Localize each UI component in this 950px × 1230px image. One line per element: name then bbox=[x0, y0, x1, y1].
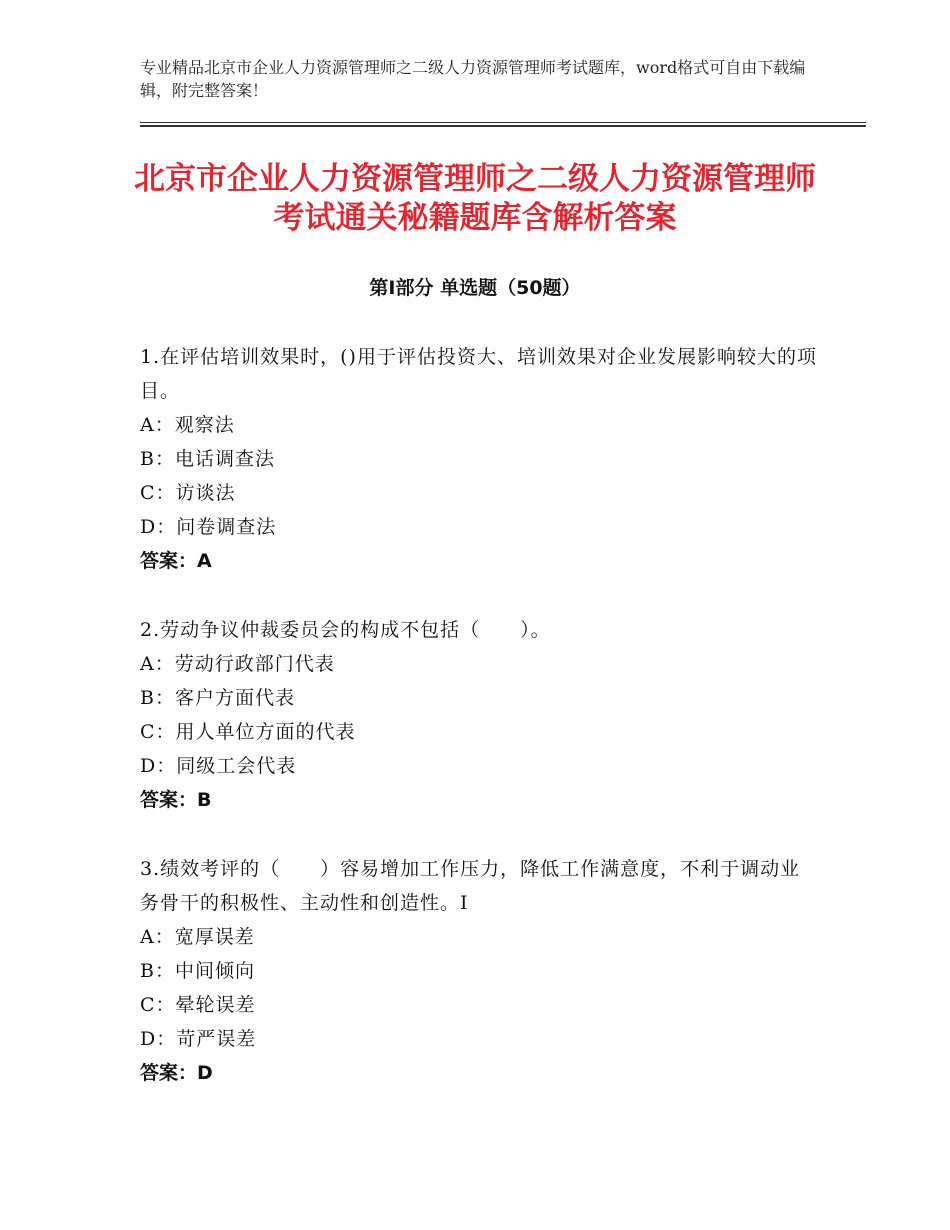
question-3 bbox=[140, 852, 820, 1090]
header-divider-thick bbox=[140, 125, 866, 127]
option-b: B：中间倾向 bbox=[140, 960, 255, 982]
answer: 答案：D bbox=[140, 1062, 213, 1084]
option-b: B：客户方面代表 bbox=[140, 687, 295, 709]
answer: 答案：B bbox=[140, 789, 212, 811]
option-c: C：访谈法 bbox=[140, 482, 236, 504]
option-a: A：观察法 bbox=[140, 414, 235, 436]
question-2 bbox=[140, 613, 820, 817]
option-c: C：晕轮误差 bbox=[140, 994, 256, 1016]
question-1 bbox=[140, 340, 820, 578]
option-c: C：用人单位方面的代表 bbox=[140, 721, 356, 743]
header-divider-thin bbox=[140, 122, 866, 123]
option-d: D：苛严误差 bbox=[140, 1028, 257, 1050]
question-stem: 3.绩效考评的（ ）容易增加工作压力，降低工作满意度，不利于调动业务骨干的积极性、主动性和创造性。I bbox=[140, 858, 801, 914]
option-d: D：问卷调查法 bbox=[140, 516, 277, 538]
option-b: B：电话调查法 bbox=[140, 448, 275, 470]
option-d: D：同级工会代表 bbox=[140, 755, 297, 777]
question-stem: 2.劳动争议仲裁委员会的构成不包括（ ）。 bbox=[140, 619, 551, 641]
answer: 答案：A bbox=[140, 550, 212, 572]
option-a: A：劳动行政部门代表 bbox=[140, 653, 335, 675]
question-stem: 1.在评估培训效果时，()用于评估投资大、培训效果对企业发展影响较大的项目。 bbox=[140, 346, 817, 402]
option-a: A：宽厚误差 bbox=[140, 926, 255, 948]
document-title: 北京市企业人力资源管理师之二级人力资源管理师考试通关秘籍题库含解析答案 bbox=[134, 161, 816, 236]
section-title: 第Ⅰ部分 单选题（50题） bbox=[369, 277, 581, 299]
header-note: 专业精品北京市企业人力资源管理师之二级人力资源管理师考试题库，word格式可自由下载编辑，附完整答案！ bbox=[140, 58, 806, 100]
